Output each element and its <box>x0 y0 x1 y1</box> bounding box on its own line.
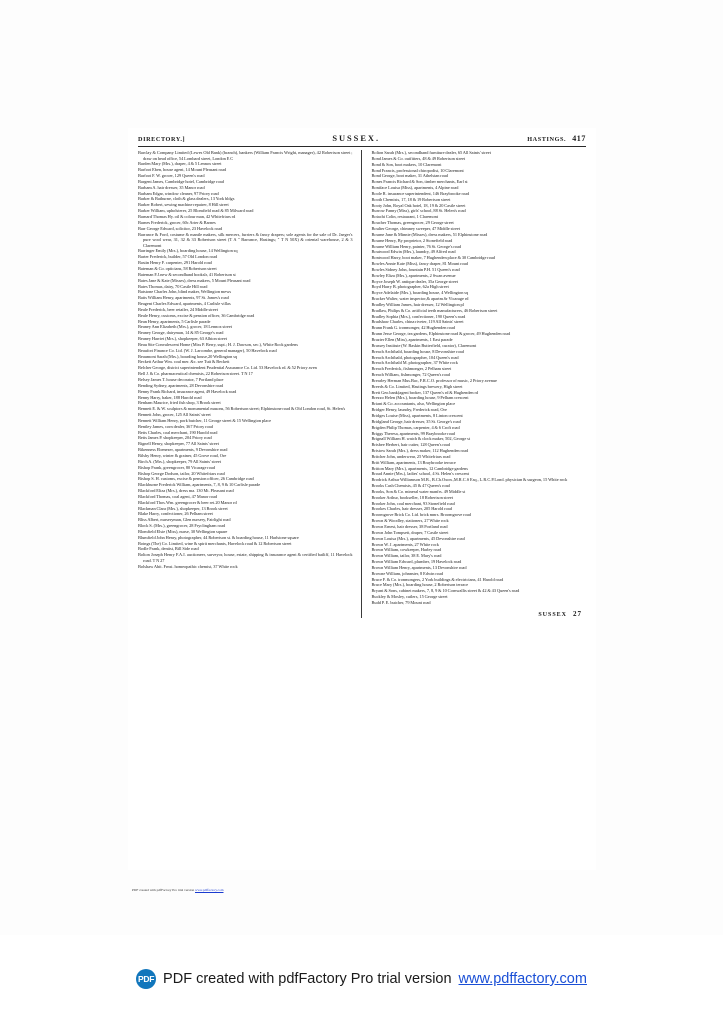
directory-entry: Brann Frank G. ironmonger, 42 Hughenden road <box>371 325 456 331</box>
right-column <box>372 150 587 618</box>
directory-entry: Barclay & Company Limited (Lewes Old Bank) (branch), bankers (William Francis Wright, manager), 42 Robertson street ; draw on head office, 54 Lombard street, London E C <box>138 150 353 161</box>
directory-entry: Brown William, cowkeeper, Harley road <box>371 547 442 553</box>
directory-entry: Barfoot Eben, house agent, 14 Mount Pleasant road <box>138 167 227 173</box>
directory-entry: Beaney George, dairyman, 14 & 85 George's road <box>138 330 224 336</box>
directory-entry: Bateman & Co. opticians, 58 Robertson street <box>138 265 217 271</box>
directory-entry: Barden Mary (Mrs.), draper, 4 & 5 Lennox street <box>138 161 222 167</box>
directory-entry: Barr George Edward, solicitor, 23 Havelock road <box>138 225 223 231</box>
directory-entry: Belsey James T. house decorator, 7 Portland place <box>138 377 224 383</box>
directory-entry: Bolton Joseph Henry F.A.I. auctioneer, surveyor, house, estate, shipping & insurance agent & certified bailiff, 11 Havelock road. T N 27 <box>138 552 353 563</box>
directory-entry: Buckley & Mosley, cutlers, 15 George street <box>371 594 448 600</box>
directory-entry: Batts William Henry, apartments, 97 St. James's road <box>138 295 229 301</box>
directory-entry: Bradley William James, hair dresser, 12 Wellington pl <box>371 301 464 307</box>
directory-entry: Bourne Henry, By proprietor, 2 Stonefield road <box>371 237 453 243</box>
page-header <box>136 134 588 146</box>
scanned-directory-page <box>128 128 596 870</box>
directory-entry: Blake Harry, confectioner, 26 Pelham street <box>138 511 213 517</box>
directory-entry: Bodle Frank, dentist, Bill Side road <box>138 546 199 552</box>
directory-entry: Beckett Arthur Wm. coal mer. &c. see Tutt & Beckett <box>138 359 230 365</box>
directory-entry: Bracker Walter, water inspector,& apartm.6r Vicarage rd <box>371 296 469 302</box>
directory-entry: Bliss Albert, nurseryman, Glen nursery, Fairlight road <box>138 517 231 523</box>
directory-entry: Browne William, johnnster, 8 Edwin road <box>371 570 444 576</box>
directory-entry: Broad Annie (Mrs.), ladies' school, 4 St. Helen's crescent <box>371 471 469 477</box>
directory-entry: Barnes Frederick, grocer, 60c Arter & Barnes <box>138 219 216 225</box>
directory-entry: Blomfield Elsie (Miss), nurse, 30 Wellington square <box>138 528 228 534</box>
directory-entry: Beaney Harriet (Mrs.), shopkeeper, 63 Albion street <box>138 336 227 342</box>
directory-entry: Barker William, upholsterer, 25 Blomfield road & 85 Milward road <box>138 208 254 214</box>
directory-entry: Breach William, fishmonger, 72 Queen's road <box>371 372 450 378</box>
directory-entry: Benny Frank Richard, insurance agent, 49 Havelock road <box>138 388 237 394</box>
directory-entry: Beagent Charles Edward, apartments, 4 Carlisle villas <box>138 301 231 307</box>
directory-entry: Botachi Colin, restaurant, 1 Claremont <box>371 214 439 220</box>
directory-entry: Brigden Philip Thomas, carpenter, 4 & 6 Croft road <box>371 424 460 430</box>
directory-entry: Bolshaw Abit. Frnst. homeopathic chemist, 37 White rock <box>138 563 238 569</box>
directory-entry: Bennett William Henry, pork butcher, 11 George street & 15 Wellington place <box>138 417 272 423</box>
directory-entry: Blackford Thos.Wm. greengrocer & beer ret.20 Manor rd <box>138 499 237 505</box>
directory-entry: Beaney Ann Elizabeth (Mrs.), grocer, 18 Lennox street <box>138 324 232 330</box>
directory-entry: Burrow Fanny (Miss), girls' school, 88 St. Helen's road <box>371 208 466 214</box>
directory-entry: Bowles Sidney John, fountain P.H. 51 Queen's road <box>371 266 460 272</box>
directory-entry: Benny Harry, baker, 188 Harold road <box>138 394 202 400</box>
directory-entry: Brisbee Herbert, hair cutter, 128 Queen's road <box>371 442 451 448</box>
directory-entry: Booty John, Royal Oak hotel, 18, 19 & 20 Castle street <box>371 202 466 208</box>
directory-entry: Bruce Mary (Mrs.), boarding house, 2 Robertson terrace <box>371 582 469 588</box>
directory-entry: Briant & Co. accountants, also, Wellington place <box>371 401 456 407</box>
directory-entry: Briggs Theresa, apartments, 99 Braybrooke road <box>371 430 455 436</box>
directory-entry: Brown William Edward, plumber, 19 Havelock road <box>371 559 462 565</box>
directory-entry: Bourne Jane & Minnie (Misses), dress makers, 51 Elphinstone road <box>371 231 488 237</box>
directory-entry: Bridger Henry, laundry, Frederick road, Ore <box>371 407 447 413</box>
directory-entry: Brodrick Arthur Williamson M.B., B.Ch.Oxon.,M.R.C.S Esq., L.R.C.P.Lond. physician & surgeon, 15 White rock <box>371 477 568 483</box>
directory-entry: Bishop George Dodson, tailor, 20 Whitefriars road <box>138 470 225 476</box>
directory-entry: Brezzo Helen (Mrs.), boarding house, 9 Pelham crescent <box>371 395 469 401</box>
directory-entry: Bowley Eliza (Mrs.), apartments, 2 Swan avenue <box>371 272 456 278</box>
header-county-title: SUSSEX. <box>332 134 381 143</box>
directory-entry: Bentley James, corn dealer, 367 Priory road <box>138 423 213 429</box>
directory-entry: Bond James & Co. outfitters, 48 & 49 Robertson street <box>371 155 466 161</box>
directory-entry: Boucher Thomas, greengrocer, 29 George street <box>371 220 454 226</box>
directory-entry: Bond Francis, professional chiropodist, 10 Claremont <box>371 167 464 173</box>
header-right-group <box>527 134 586 143</box>
directory-entry: Britton Mary (Mrs.), apartments, 12 Cambridge gardens <box>371 465 468 471</box>
directory-entry: Bates Jane & Kate (Misses), dress makers, 5 Mount Pleasant road <box>138 277 251 283</box>
directory-entry: Barker & Bathurne, cloth & glass dealers, 13 York bldgs <box>138 196 235 202</box>
directory-entry: Bourne William Henry, painter, 76 St. George's road <box>371 243 462 249</box>
directory-entry: Bastin Henry F. carpenter, 291 Harold road <box>138 260 212 266</box>
directory-entry: Bones Francis Richard & Son, timber merchants, Earl st <box>371 179 468 185</box>
directory-entry: Barter Frederick, builder, 57 Old London road <box>138 254 218 260</box>
directory-entry: Benham Maurice, fried fish shop, 3 Brook street <box>138 400 221 406</box>
directory-entry: Bolton Sarah (Mrs.), secondhand furniture dealer, 65 All Saints' street <box>371 150 491 155</box>
directory-entry: Bradlaw, Philips & Co. artificial teeth manufacturers, 46 Robertson street <box>371 307 498 313</box>
directory-entry: Barnard Thomas Hy. oil & colour man, 42 Whitefriars rd <box>138 213 236 219</box>
signature-mark <box>372 606 587 618</box>
directory-entry: Brignall William H. watch & clock maker, 502, George st <box>371 436 471 442</box>
directory-entry: Brett Geo.bank(agent broker, 137 Queen's rd & Hughenden rd <box>371 389 479 395</box>
left-column <box>138 150 362 618</box>
directory-entry: Breach Archibald, photographer, 104 Queen's road <box>371 354 459 360</box>
directory-entry: Bowles Annie Kate (Miss), fancy draper, 81 Mount road <box>371 261 468 267</box>
signature-number: 27 <box>573 609 582 618</box>
directory-entry: Boutwood Edwin (Mrs.), laundry, 49 Alfred road <box>371 249 456 255</box>
directory-entry: Blackford Thomas, coal agent, 47 Manor road <box>138 493 218 499</box>
directory-entry: Bishop Frank, greengrocer, 80 Vicarage road <box>138 464 216 470</box>
directory-entry: Bennett E. & W. sculptors & monumental masons, 56 Robertson street; Elphinstone road & Old London road, St. Helen's <box>138 406 346 412</box>
directory-entry: Belcher George, district superintendent Prudential Assurance Co. Ltd. 53 Havelock rd. & 52 Priory aven <box>138 365 317 371</box>
watermark-top <box>132 888 224 892</box>
directory-entry: Blackman Clara (Mrs.), shopkeeper, 13 Brook street <box>138 505 228 511</box>
directory-entry: Boole R. insurance superintendent, 146 Braybrooke road <box>371 190 470 196</box>
watermark-top-link[interactable]: www.pdffactory.com <box>195 888 224 892</box>
directory-entry: Booth Chemists, 17, 18 & 19 Robertson street <box>371 196 451 202</box>
directory-entry: Beau Site Convalescent Home (Miss P. Berry, supt.; H. J. Dawson, sec.), White Rock gardens <box>138 341 298 347</box>
header-rule <box>138 146 586 147</box>
directory-entry: Bristow Sarah (Mrs.), dress maker, 112 Hughenden road <box>371 448 469 454</box>
directory-entry: Barham Edgar, window cleaner, 97 Priory road <box>138 190 219 196</box>
directory-entry: Bending Sydney, apartments, 28 Devonshire road <box>138 382 224 388</box>
directory-entry: Bennett John, grocer, 125 All Saints' street <box>138 412 211 418</box>
directory-entry: Beale Frederick, beer retailer, 24 Middle street <box>138 306 218 312</box>
directory-entry: Britcher John, underwear, 25 Whitefriars road <box>371 453 451 459</box>
directory-entry: Beaumont Sarah (Mrs.), boarding house,20 Wellington sq <box>138 353 238 359</box>
directory-entry: Brooks, Son & Co. mineral water manfrs. 49 Middle st <box>371 488 466 494</box>
directory-entry: Brown William Henry, apartments, 13 Devonshire road <box>371 564 467 570</box>
directory-entry: Brooks Cash Chemists, 45 & 47 Queen's road <box>371 483 450 489</box>
directory-entry: Brassey Institute (W. Baskin Butterfield, curator), Claremont <box>371 342 477 348</box>
directory-entry: Boings (The) Co. Limited, wine & spirit merchants, Havelock road & 12 Robertson street <box>138 540 292 546</box>
directory-entry: Brann Jesse George, tea gardens, Elphinstone road & grocer, 49 Hughenden road <box>371 331 511 337</box>
header-town-label: HASTINGS. <box>527 136 567 143</box>
pdf-icon: PDF <box>136 969 156 989</box>
directory-entry: Blumfield John Henry, photographer, 44 Robertson st. & boarding house, 11 Harlstone square <box>138 534 299 540</box>
directory-entry: Boyce Joseph W. antique dealer, 35a George street <box>371 278 459 284</box>
directory-entry: Bignell Henry, shopkeeper, 77 All Saints' street <box>138 441 219 447</box>
directory-entry: Breach Archibald M. photographer, 37 White rock <box>371 360 458 366</box>
pdf-footer-text: PDF created with pdfFactory Pro trial version <box>163 971 452 987</box>
directory-entry: Block S. (Mrs.), greengrocer, 28 Fryclingham road <box>138 523 226 529</box>
directory-entry: Bargent James, Cambridge hotel, Cambridge road <box>138 178 224 184</box>
directory-entry: Boyce Adelaide (Mrs.), boarding house, 4 Wellington sq <box>371 290 469 296</box>
directory-entry: Brearley Herman Mus.Bac, F.R.C.O. professor of music, 2 Priory avenue <box>371 377 497 383</box>
pdffactory-link[interactable]: www.pdffactory.com <box>458 971 587 987</box>
directory-entry: Barham A. hair dresser, 35 Manor road <box>138 184 205 190</box>
directory-entry: Bond George, boot maker, 31 Athelstan road <box>371 173 448 179</box>
directory-entry: Betts James P. shopkeeper, 204 Priory road <box>138 435 212 441</box>
directory-entry: Bean Henry, apartments, 5 Carlisle parade <box>138 318 211 324</box>
directory-entry: Bridgland George, hair dresser, 35 St. George's road <box>371 418 461 424</box>
directory-entry: Blackford Eliza (Mrs.), dress ma. 130 Mt. Pleasant road <box>138 488 234 494</box>
directory-entry: Breach Archibald, boarding house, 8 Devonshire road <box>371 348 464 354</box>
directory-entry: Bontwood Harry, boot maker, 7 Hughenden place & 30 Cambridge road <box>371 255 495 261</box>
directory-entry: Bond & Son, boot makers, 10 Claremont <box>371 161 442 167</box>
directory-entry: Brookes Charles, hair dresser, 205 Harold road <box>371 506 452 512</box>
directory-entry: Birch A. (Mrs.), shopkeeper, 79 All Saints' street <box>138 458 222 464</box>
directory-entry: Broomgrove Brick Co. Ltd. brick mnrs. Broomgrove road <box>371 512 471 518</box>
directory-columns <box>136 150 588 618</box>
directory-entry: Bishop S. H. customs, excise & pension officer, 26 Cambridge road <box>138 476 254 482</box>
directory-entry: Barringer Emily (Mrs.), boarding house, 14 Wellington sq <box>138 248 238 254</box>
directory-entry: Bradley Sophia (Mrs.), confectioner, 190 Queen's road <box>371 313 466 319</box>
directory-entry: Brown Louisa (Mrs.), apartments, 45 Devonshire road <box>371 535 465 541</box>
page-number: 417 <box>572 134 586 143</box>
directory-entry: Blackburne Frederick William, apartments, 7, 8, 9 & 10 Carlisle parade <box>138 482 261 488</box>
directory-entry: Brown John Tompsett, draper, 7 Castle street <box>371 529 449 535</box>
directory-entry: Brown & Woodley, stationers, 27 White rock <box>371 518 449 524</box>
directory-entry: Beaufort Finance Co. Ltd. (W. J. Larcombe, general manager), 50 Havelock road <box>138 347 277 353</box>
directory-entry: Britt William, apartments, 13 Braybrooke terrace <box>371 459 456 465</box>
directory-entry: Bryant & Sons, cabinet makers, 7, 8, 9 & 10 Cornwallis street & 42 & 43 Queen's road <box>371 588 520 594</box>
directory-entry: Batstone Charles John, blind maker, Wellington mews <box>138 289 232 295</box>
directory-entry: Boniface Louisa (Miss), apartments, 4 Alpine road <box>371 185 459 191</box>
pdf-footer-bar <box>0 935 723 1023</box>
directory-entry: Boyd Harry B. photographer, 62a High street <box>371 284 449 290</box>
signature-label: SUSSEX <box>538 611 567 618</box>
directory-entry: Breeds & Co. Limited, Hastings brewery, High street <box>371 383 463 389</box>
directory-entry: Betts Charles, coal merchant, 190 Harold road <box>138 429 218 435</box>
directory-entry: Boulter George, chimney sweeper, 47 Middle street <box>371 225 461 231</box>
header-left-label: DIRECTORY.] <box>138 136 186 143</box>
directory-entry: Bilsby Henry, winter & grainer, 45 Grove road, Ore <box>138 452 227 458</box>
directory-entry: Bell J. & Co. pharmaceutical chemists, 22 Robertson street. T N 17 <box>138 371 253 377</box>
directory-entry: Barrance & Ford, costume & mantle makers, silk mercers, furriers & fancy drapers; sole agents for the sale of Dr. Jaeger's pure wool wear, 31, 32 & 33 Robertson street (T A " Barrance, Hastings; " T N 50X) & oriental warehouse, 2 & 3 Claremont <box>138 231 353 248</box>
pdf-footer-content <box>136 969 587 989</box>
directory-entry: Bradshaw Charles, china riveter, 119 All Saints' street <box>371 319 464 325</box>
directory-entry: Brown Ernest, hair dresser, 38 Portland road <box>371 524 448 529</box>
directory-entry: Barfoot F. W. grocer, 129 Queen's road <box>138 173 205 179</box>
directory-entry: Bates Thomas, dairy, 70 Castle Hill road <box>138 283 208 289</box>
directory-entry: Bridges Louise (Miss), apartments, 8 Linton crescent <box>371 412 463 418</box>
directory-entry: Barker Robert, sewing machine repairer, 8 Hill street <box>138 202 229 208</box>
directory-entry: Bikenness Ebenezer, apartments, 9 Devonshire road <box>138 447 228 453</box>
directory-entry: Bruce F. & Co. ironmongers, 2 York buildings & electricians, 41 Harold road <box>371 576 504 582</box>
directory-entry: Brown W. J. apartments, 27 White rock <box>371 541 439 547</box>
directory-entry: Beale Henry, customs, excise & pension officer, 36 Cambridge road <box>138 312 255 318</box>
directory-entry: Brown William, tailor, 38 E. Mary's road <box>371 553 442 559</box>
directory-entry: Bateman F.J.new & secondhand bookslr, 41 Robertson st <box>138 271 236 277</box>
directory-entry: Breach Frederick, fishmonger, 2 Pelham street <box>371 366 452 372</box>
directory-entry: Budd P. E. butcher, 79 Mount road <box>371 599 431 605</box>
directory-entry: Brooker John, coal merchant, 93 Stonefield road <box>371 500 455 506</box>
directory-entry: Brooker Arthur, bookseller, 18 Robertson street <box>371 494 454 500</box>
watermark-top-text: PDF created with pdfFactory Pro trial version <box>132 888 195 892</box>
directory-entry: Brazier Ellen (Miss), apartments, 1 East parade <box>371 337 453 342</box>
